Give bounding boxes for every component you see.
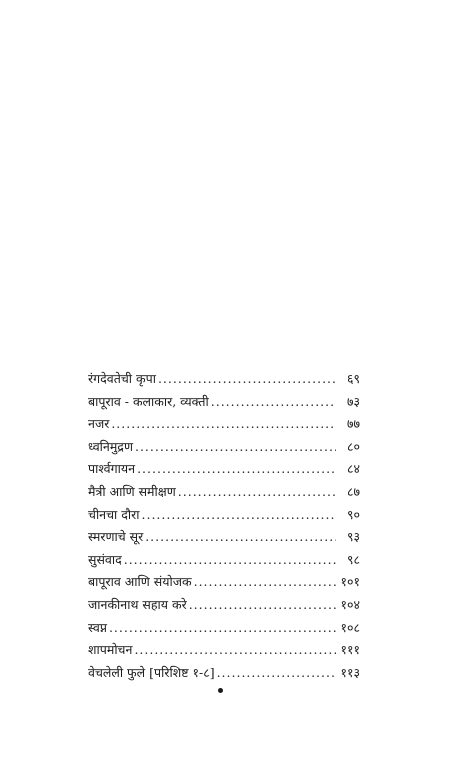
toc-entry-page: ९०: [346, 506, 360, 522]
toc-entry: [88, 481, 360, 504]
toc-entry-page: १११: [340, 642, 360, 658]
toc-entry-title: जानकीनाथ सहाय करे: [88, 596, 187, 612]
toc-entry-title: मैत्री आणि समीक्षण: [88, 483, 176, 499]
toc-entry-title: स्मरणाचे सूर: [88, 529, 144, 545]
toc-entry: [88, 413, 360, 436]
toc-entry: [88, 368, 360, 391]
toc-entry-page: ९८: [346, 551, 360, 567]
toc-leader-dots: [145, 526, 336, 549]
page-ornament-dot: [218, 688, 223, 693]
toc-entry-page: ६९: [346, 371, 360, 386]
toc-entry-page: ८०: [346, 438, 360, 454]
toc-leader-dots: [109, 617, 336, 640]
toc-entry: [88, 594, 360, 617]
toc-leader-dots: [134, 639, 336, 662]
toc-leader-dots: [194, 571, 336, 594]
toc-entry-page: ८७: [346, 483, 360, 499]
toc-entry: [88, 391, 360, 414]
toc-entry-page: ८४: [346, 461, 360, 477]
toc-entry-page: ७३: [346, 393, 360, 409]
toc-entry: [88, 617, 360, 640]
toc-entry-title: चीनचा दौरा: [88, 506, 140, 522]
toc-entry-title: बापूराव - कलाकार, व्यक्ती: [88, 393, 209, 409]
toc-entry-title: रंगदेवतेची कृपा: [88, 371, 156, 386]
toc-leader-dots: [178, 481, 336, 504]
toc-entry-title: स्वप्न: [88, 619, 107, 635]
toc-entry-page: १०१: [340, 574, 360, 590]
toc-entry-page: १०८: [340, 619, 360, 635]
toc-entry-title: नजर: [88, 416, 110, 432]
toc-entry-page: ९३: [346, 529, 360, 545]
toc-leader-dots: [158, 368, 336, 391]
toc-leader-dots: [217, 662, 336, 685]
toc-entry: [88, 504, 360, 527]
toc-entry-page: १०४: [340, 596, 360, 612]
toc-entry-title: पार्श्वगायन: [88, 461, 136, 477]
toc-entry-page: ११३: [340, 664, 360, 680]
toc-entry: [88, 436, 360, 459]
toc-entry-title: बापूराव आणि संयोजक: [88, 574, 192, 590]
toc-entry: [88, 458, 360, 481]
toc-entry-title: शापमोचन: [88, 642, 133, 658]
toc-entry-title: सुसंवाद: [88, 551, 122, 567]
toc-entry: [88, 639, 360, 662]
toc-leader-dots: [137, 458, 336, 481]
toc-entry: [88, 662, 360, 685]
toc-entry-page: ७७: [346, 416, 360, 432]
toc-entry: [88, 526, 360, 549]
toc-entry-title: ध्वनिमुद्रण: [88, 438, 133, 454]
table-of-contents: [88, 368, 360, 684]
toc-entry: [88, 571, 360, 594]
toc-entry-title: वेचलेली फुले [परिशिष्ट १-८]: [88, 664, 215, 680]
toc-leader-dots: [124, 549, 336, 572]
toc-leader-dots: [111, 413, 336, 436]
toc-leader-dots: [211, 391, 336, 414]
toc-entry: [88, 549, 360, 572]
toc-leader-dots: [189, 594, 336, 617]
toc-leader-dots: [135, 436, 336, 459]
toc-leader-dots: [142, 504, 337, 527]
